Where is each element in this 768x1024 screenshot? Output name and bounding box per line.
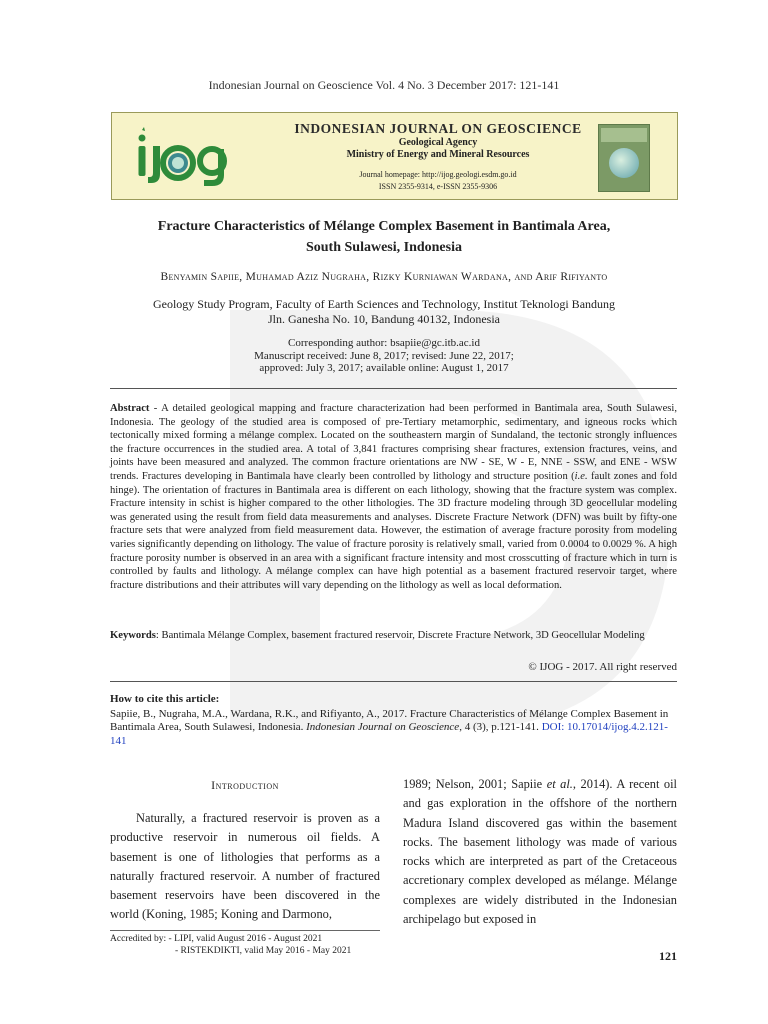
doi-link[interactable]: DOI: 10.17014/ijog.4.2.121-141 bbox=[110, 721, 668, 747]
accreditation-line-1: Accredited by: - LIPI, valid August 2016 - August 2021 bbox=[110, 934, 323, 944]
citation-main: Sapiie, B., Nugraha, M.A., Wardana, R.K., and Rifiyanto, A., 2017. Fracture Characteristics of Mélange Complex Basement in Bantimala Area, South Sulawesi, Indonesia. bbox=[110, 708, 669, 734]
abstract-text-part-1: - A detailed geological mapping and fracture characterization had been performed in Bantimala area, South Sulawesi, Indonesia. The geology of the studied area is composed of pre-Tertiary metamorphic, sedimentary, and igneous rocks which tectonically mixed forming a mélange complex. Located on the southeastern margin of Sundaland, the tectonic strongly influences the fracture occurrences in the studied area. A total of 3,841 fractures comprising shear fractures, extension fractures, veins, and joints have been measured and analyzed. The common fracture orientations are NW - SE, W - E, NNE - SSW, and ENE - WSW trends. Fractures developing in Bantimala have clearly been controlled by lithology and structure position ( bbox=[110, 403, 677, 482]
banner-issn: ISSN 2355-9314, e-ISSN 2355-9306 bbox=[378, 182, 498, 191]
col2-text-part-1: 1989; Nelson, 2001; Sapiie bbox=[403, 777, 547, 791]
journal-running-header: Indonesian Journal on Geoscience Vol. 4 No. 3 December 2017: 121-141 bbox=[208, 78, 560, 92]
abstract-text-part-2: fault zones and fold hinge). The orientation of fractures in Bantimala area is different on each lithology, showing that the fracture system was complex. Fracture intensity in schist is higher compared to the other lithologies. The 3D fracture modeling through 3D geocellular modeling was generated using the result from field data measurements and analyses. Discrete Fracture Network (DFN) was built by fifty-one fracture sets that were analyzed from field measurement data. However, the estimation of average fracture porosity from modeling varies significantly depending on lithology. The value of fracture porosity is relatively small, varied from 0.0004 to 0.0029 %. A high fracture porosity number is observed in an area with a significant fracture intensity and most crosscutting of fracture which in turn is controlled by faults and lithology. A mélange complex can have high potential as a basement fractured reservoir target, where fracture distributions and their attributes will vary depending on the lithology as well as local deformation. bbox=[110, 470, 677, 591]
accreditation-line-2: - RISTEKDIKTI, valid May 2016 - May 2021 bbox=[175, 946, 352, 956]
banner-agency: Geological Agency bbox=[398, 137, 478, 148]
corresponding-author: Corresponding author: bsapiie@gc.itb.ac.id bbox=[288, 337, 480, 349]
banner-ministry: Ministry of Energy and Mineral Resources bbox=[346, 149, 530, 160]
section-heading-introduction: Introduction bbox=[211, 778, 279, 792]
article-affiliation bbox=[60, 297, 708, 327]
body-column-left bbox=[110, 809, 380, 925]
citation-heading: How to cite this article: bbox=[110, 693, 220, 705]
affiliation-line-1: Geology Study Program, Faculty of Earth Sciences and Technology, Institut Teknologi Bandung bbox=[152, 297, 616, 311]
cover-title-strip bbox=[601, 128, 647, 142]
copyright-notice: © IJOG - 2017. All right reserved bbox=[528, 661, 677, 673]
article-title bbox=[60, 216, 708, 258]
article-title-line-2: South Sulawesi, Indonesia bbox=[305, 240, 462, 255]
abstract-ie: i.e. bbox=[574, 470, 588, 482]
keywords-text: : Bantimala Mélange Complex, basement fractured reservoir, Discrete Fracture Network, 3D Geocellular Modeling bbox=[155, 630, 645, 641]
intro-paragraph-1: Naturally, a fractured reservoir is proven as a productive reservoir in numerous oil fields. A basement is one of lithologies that performs as a naturally fractured reservoir. A number of fractured basement reservoirs have been discovered in the world (Koning, 1985; Koning and Darmono, bbox=[110, 811, 380, 922]
bottom-divider bbox=[110, 681, 677, 682]
manuscript-dates bbox=[60, 337, 708, 375]
article-authors: Benyamin Sapiie, Muhamad Aziz Nugraha, Rizky Kurniawan Wardana, and Arif Rifiyanto bbox=[160, 271, 608, 283]
citation-text bbox=[110, 708, 677, 748]
banner-journal-title: INDONESIAN JOURNAL ON GEOSCIENCE bbox=[294, 121, 582, 136]
approved-date: approved: July 3, 2017; available online: August 1, 2017 bbox=[259, 362, 509, 374]
article-title-line-1: Fracture Characteristics of Mélange Complex Basement in Bantimala Area, bbox=[157, 219, 611, 234]
footer-rule bbox=[110, 930, 380, 931]
body-column-right bbox=[403, 775, 677, 929]
abstract-label: Abstract bbox=[110, 403, 150, 414]
keywords-paragraph bbox=[110, 629, 677, 643]
received-date: Manuscript received: June 8, 2017; revised: June 22, 2017; bbox=[254, 349, 514, 362]
citation-journal: Indonesian Journal on Geoscience bbox=[306, 721, 460, 734]
banner-homepage[interactable]: Journal homepage: http://ijog.geologi.esdm.go.id bbox=[359, 170, 517, 179]
citation-volume: , 4 (3), p.121-141. bbox=[459, 721, 542, 734]
top-divider bbox=[110, 388, 677, 389]
page-number: 121 bbox=[659, 949, 677, 963]
abstract-paragraph bbox=[110, 402, 677, 592]
col2-etal: et al. bbox=[546, 777, 573, 791]
cover-globe-icon bbox=[609, 148, 639, 178]
col2-text-part-2: , 2014). A recent oil and gas exploration in the offshore of the northern Madura Island discovered gas within the basement rocks. The basement lithology was made of various rocks which are interpreted as part of the Cretaceous accretionary complex developed as mélange. Mélange complexes are widely distributed in the Indonesian archipelago but exposed in bbox=[403, 777, 678, 927]
keywords-label: Keywords bbox=[110, 630, 156, 641]
affiliation-line-2: Jln. Ganesha No. 10, Bandung 40132, Indonesia bbox=[268, 312, 500, 326]
